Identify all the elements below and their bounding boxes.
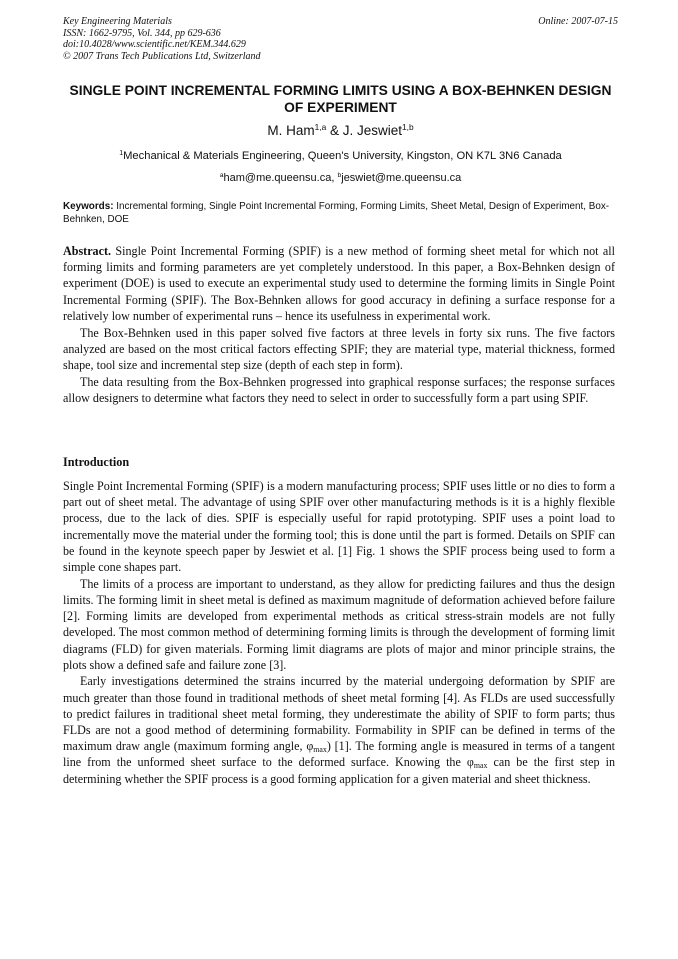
phi-symbol: φ bbox=[466, 755, 474, 770]
paragraph-text: ) [1]. The forming angle is measured in terms of a tangent line from the unformed sheet surface to the deformed surface. Knowing the bbox=[63, 739, 615, 770]
abstract-paragraph: The data resulting from the Box-Behnken progressed into graphical response surfaces; the response surfaces allow designers to determine what factors they need to select in order to successfully form a part using SPIF. bbox=[63, 374, 615, 405]
paragraph-text: can be the first step in determining whether the SPIF process is a good forming application for a given material and sheet thickness. bbox=[63, 755, 615, 786]
body-paragraph bbox=[63, 673, 615, 786]
email-superscript: b bbox=[337, 171, 342, 179]
author-superscript: 1,b bbox=[402, 121, 414, 132]
email-superscript: a bbox=[219, 171, 224, 179]
journal-header bbox=[63, 16, 618, 62]
doi-line: doi:10.4028/www.scientific.net/KEM.344.629 bbox=[63, 39, 246, 50]
max-subscript: max bbox=[313, 745, 327, 755]
abstract-label: Abstract. bbox=[63, 244, 112, 258]
author-line bbox=[63, 123, 618, 138]
affiliation-text: Mechanical & Materials Engineering, Queen's University, Kingston, ON K7L 3N6 Canada bbox=[123, 150, 562, 162]
affiliation-superscript: 1 bbox=[119, 149, 124, 157]
email-link[interactable]: ham@me.queensu.ca bbox=[223, 172, 332, 184]
author-superscript: 1,a bbox=[314, 121, 327, 132]
keywords-label: Keywords: bbox=[63, 201, 114, 212]
abstract-section bbox=[63, 243, 615, 406]
copyright-line: © 2007 Trans Tech Publications Ltd, Switzerland bbox=[63, 50, 261, 62]
abstract-paragraph bbox=[63, 243, 615, 324]
introduction-section bbox=[63, 478, 615, 787]
email-separator: , bbox=[331, 172, 338, 184]
issn-line: ISSN: 1662-9795, Vol. 344, pp 629-636 bbox=[63, 27, 221, 39]
affiliation bbox=[63, 150, 618, 162]
section-heading-introduction: Introduction bbox=[63, 455, 130, 469]
email-line bbox=[63, 172, 618, 184]
phi-symbol: φ bbox=[306, 739, 314, 754]
online-date: Online: 2007-07-15 bbox=[538, 16, 618, 27]
paragraph-text: Early investigations determined the strains incurred by the material undergoing deformation by SPIF are much greater than those found in traditional methods of sheet metal forming [4]. As FLDs are used successfully to predict failures in traditional sheet metal forming, they underestimate the ability of SPIF to form parts; thus FLDs are not a good method of determining formability. Formability in SPIF can be defined in terms of the maximum draw angle (maximum forming angle, bbox=[63, 674, 615, 754]
author-name: J. Jeswiet bbox=[342, 123, 403, 138]
body-paragraph: The limits of a process are important to understand, as they allow for predicting failures and thus the design limits. The forming limit in sheet metal is defined as maximum magnitude of deformation achieved before failure [2]. Forming limits are developed from experimental methods as critical stress-strain models are not fully developed. The most common method of determining forming limits is through the development of forming limit diagrams (FLD) for given materials. Forming limit diagrams are plots of major and minor principle strains, the plots show a defined safe and failure zone [3]. bbox=[63, 576, 615, 672]
paper-title: SINGLE POINT INCREMENTAL FORMING LIMITS USING A BOX-BEHNKEN DESIGN OF EXPERIMENT bbox=[69, 83, 612, 115]
keywords bbox=[63, 201, 615, 226]
body-paragraph: Single Point Incremental Forming (SPIF) is a modern manufacturing process; SPIF uses little or no dies to form a part out of sheet metal. The advantage of using SPIF over other manufacturing methods is it is a highly flexible process, due to the lack of dies. SPIF is especially useful for rapid prototyping. SPIF uses a point load to incrementally move the material under the forming tool; this is done until the part is formed. Details on SPIF can be found in the keynote speech paper by Jeswiet et al. [1] Fig. 1 shows the SPIF process being used to form a simple cone shapes part. bbox=[63, 479, 615, 575]
abstract-paragraph: The Box-Behnken used in this paper solved five factors at three levels in forty six runs. The five factors analyzed are based on the most critical factors effecting SPIF; they are material type, material thickness, formed shape, tool size and incremental step size (depth of each step in form). bbox=[63, 325, 615, 372]
journal-name: Key Engineering Materials bbox=[63, 16, 172, 27]
author-name: M. Ham bbox=[267, 123, 315, 138]
keywords-text: Incremental forming, Single Point Incremental Forming, Forming Limits, Sheet Metal, Design of Experiment, Box-Behnken, DOE bbox=[63, 201, 610, 225]
email-link[interactable]: jeswiet@me.queensu.ca bbox=[341, 172, 462, 184]
abstract-text: Single Point Incremental Forming (SPIF) is a new method of forming sheet metal for which not all forming limits and forming parameters are yet completely understood. In this paper, a Box-Behnken design of experiment (DOE) is used to execute an experimental study used to determine the forming limits in Single Point Incremental Forming (SPIF). The Box-Behnken allows for good accuracy in defining a surface response for a relatively low number of experimental runs – hence its usefulness in experimental work. bbox=[63, 244, 615, 323]
max-subscript: max bbox=[473, 761, 488, 771]
author-separator: & bbox=[326, 123, 343, 138]
